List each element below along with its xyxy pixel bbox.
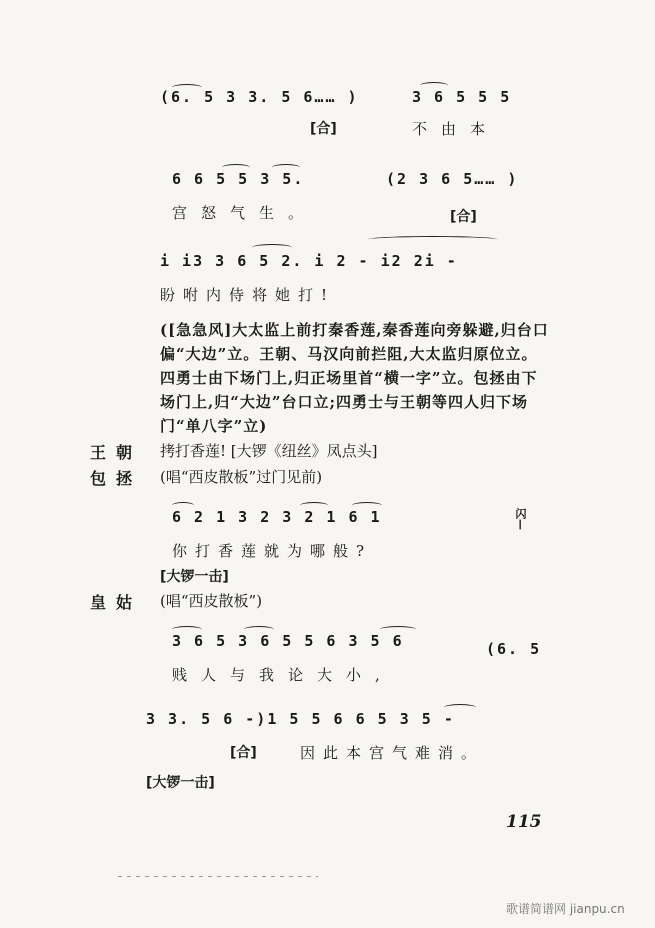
dialog-text: 拷打香莲! [大锣《纽丝》凤点头] <box>160 442 378 460</box>
side-mark: 闪— <box>514 508 527 530</box>
stage-direction: ([急急风]大太监上前打秦香莲,秦香莲向旁躲避,归台口偏“大边”立。王朝、马汉向前拦阻,大太监归原位立。四勇士由下场门上,归正场里首“横一字”立。包拯由下场门上,归“大边”台口立;四勇士与王朝等四人归下场门“单八字”立) <box>160 321 549 435</box>
notation-line-5: 3 6 5 3 6 5 5 6 3 5 6 <box>172 632 404 650</box>
dialog-text: (唱“西皮散板”) <box>160 592 263 610</box>
notation-line-5b: (6. 5 <box>486 640 542 658</box>
percussion-cue: [大锣一击] <box>160 569 229 585</box>
scan-artifact <box>118 876 318 877</box>
lyrics-line-6: 因此本宫气难消。 <box>300 744 485 762</box>
lyrics-line-3: 盼咐内侍将她打! <box>160 286 336 304</box>
percussion-cue: [大锣一击] <box>146 775 215 791</box>
role-name: 皇姑 <box>90 593 143 612</box>
notation-line-2b: (2 3 6 5…… ) <box>386 170 519 188</box>
notation-line-3: i i3 3 6 5 2. i 2 - i2 2i - <box>160 252 458 270</box>
watermark: 歌谱简谱网 jianpu.cn <box>506 902 625 916</box>
lyrics-line-2: 宫怒气生。 <box>172 204 318 222</box>
chorus-mark: [合] <box>450 209 477 225</box>
notation-line-4: 6 2 1 3 2 3 2 1 6 1 <box>172 508 382 526</box>
slur <box>252 244 292 251</box>
role-name: 王朝 <box>90 443 143 462</box>
lyrics-line-4: 你打香莲就为哪般? <box>172 542 373 560</box>
notation-line-1a: (6. 5 3 3. 5 6…… ) <box>160 88 359 106</box>
lyrics-line-1: 不由本 <box>412 120 500 138</box>
chorus-mark: [合] <box>230 745 257 761</box>
chorus-mark: [合] <box>310 121 337 137</box>
slur <box>368 236 498 243</box>
page-number: 115 <box>506 812 542 832</box>
notation-line-1b: 3 6 5 5 5 <box>412 88 512 106</box>
notation-line-2a: 6 6 5 5 3 5. <box>172 170 305 188</box>
notation-line-6: 3 3. 5 6 -)1 5 5 6 6 5 3 5 - <box>146 710 455 728</box>
dialog-text: (唱“西皮散板”过门见前) <box>160 468 323 486</box>
lyrics-line-5: 贱人与我论大小, <box>172 666 394 684</box>
role-name: 包拯 <box>90 469 143 488</box>
